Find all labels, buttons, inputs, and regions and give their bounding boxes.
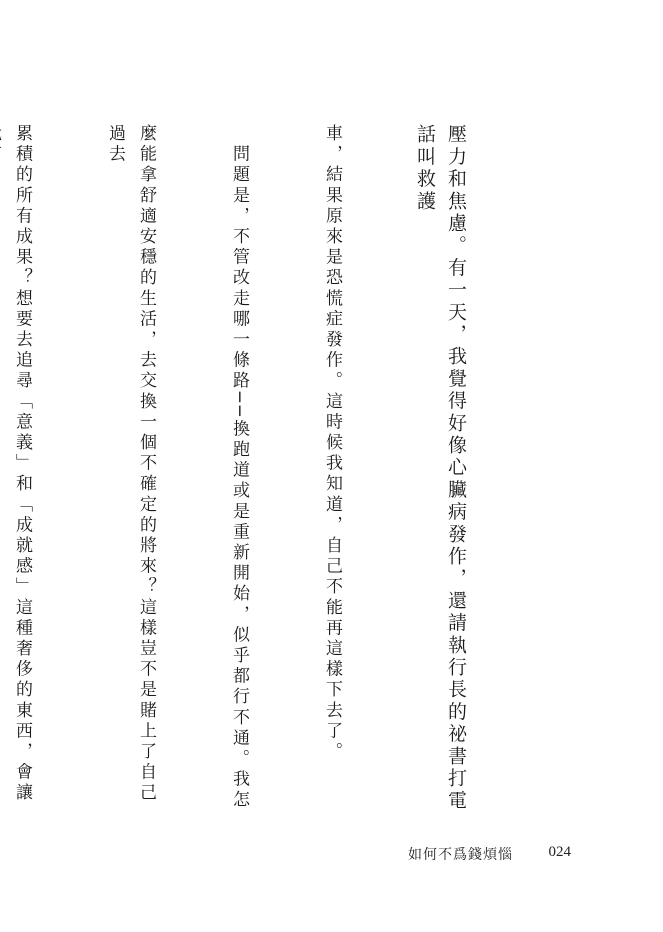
page-footer [0, 844, 663, 868]
text-line-1: 壓力和焦慮。有一天，我覺得好像心臟病發作，還請執行長的祕書打電話叫救護 [414, 124, 467, 813]
page-number: 024 [548, 844, 571, 860]
quote-line-1: 車，結果原來是恐慌症發作。這時候我知道，自己不能再這樣下去了。 [322, 124, 342, 763]
quote-line-3: 麼能拿舒適安穩的生活，去交換一個不確定的將來？這樣豈不是賭上了自己過去 [105, 124, 156, 804]
quote-line-2: 問題是，不管改走哪一條路──換跑道或是重新開始，似乎都行不通。我怎 [229, 124, 249, 811]
quote-line-4: 累積的所有成果？想要去追尋「意義」和「成就感」這種奢侈的東西，會讓 [12, 124, 32, 804]
vertical-text-body [12, 124, 533, 824]
running-title: 如何不爲錢煩惱 [408, 847, 513, 863]
